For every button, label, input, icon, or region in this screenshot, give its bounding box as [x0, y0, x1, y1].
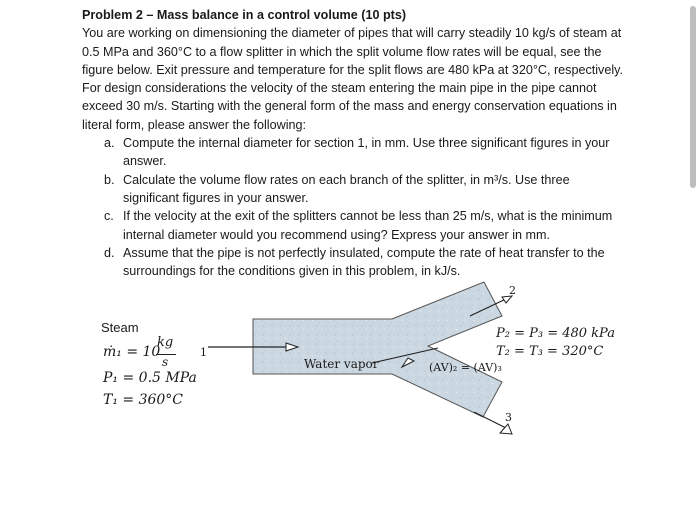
question-marker: b.: [104, 172, 115, 187]
question-text: Assume that the pipe is not perfectly insulated, compute the rate of heat transfer to the surroundings for the conditions given in this problem, in kJ/s.: [123, 245, 605, 279]
outlet-temperature: T₂ = T₃ = 320°C: [496, 344, 604, 359]
section-2-label: 2: [509, 284, 516, 297]
inlet-pressure: P₁ = 0.5 MPa: [103, 370, 197, 386]
splitter-diagram: [0, 270, 700, 506]
section-1-label: 1: [200, 346, 207, 359]
section-3-label: 3: [505, 411, 512, 424]
question-item-b: [82, 171, 627, 208]
problem-title: Problem 2 – Mass balance in a control volume (10 pts): [82, 8, 407, 22]
flow-label: Water vapor: [304, 357, 379, 371]
mass-flow-label: ṁ₁ = 10: [103, 344, 161, 360]
outlet-2-arrowhead: [502, 296, 512, 303]
question-item-a: [82, 134, 627, 171]
problem-document: [82, 6, 627, 280]
question-text: Compute the internal diameter for section 1, in mm. Use three significant figures in your answer.: [123, 136, 610, 169]
question-marker: c.: [104, 209, 114, 224]
question-text: If the velocity at the exit of the splitters cannot be less than 25 m/s, what is the minimum internal diameter would you recommend using? Express your answer in mm.: [123, 209, 613, 242]
vertical-scrollbar[interactable]: [690, 6, 696, 188]
question-marker: d.: [104, 245, 115, 260]
question-list: [82, 134, 627, 280]
inlet-heading: Steam: [101, 320, 139, 335]
problem-intro: You are working on dimensioning the diameter of pipes that will carry steadily 10 kg/s of steam at 0.5 MPa and 360°C to a flow splitter in which the split volume flow rates will be equal, see the figure below. Exit pressure and temperature for the split flows are 480 kPa at 320°C, respectively. For design considerations the velocity of the steam entering the main pipe in the pipe cannot exceed 30 m/s. Starting with the general form of the mass and energy conservation equations in literal form, please answer the following:: [82, 26, 624, 132]
mass-flow-unit-denominator: s: [162, 355, 169, 369]
splitter-figure: [0, 270, 700, 506]
question-item-c: [82, 207, 627, 244]
question-marker: a.: [104, 136, 115, 151]
flow-relation: (AV)₂ = (AV)₃: [429, 361, 502, 374]
question-text: Calculate the volume flow rates on each branch of the splitter, in m³/s. Use three significant figures in your answer.: [123, 172, 570, 205]
inlet-temperature: T₁ = 360°C: [103, 392, 184, 408]
outlet-pressure: P₂ = P₃ = 480 kPa: [496, 326, 615, 341]
mass-flow-unit-numerator: kg: [157, 335, 174, 350]
